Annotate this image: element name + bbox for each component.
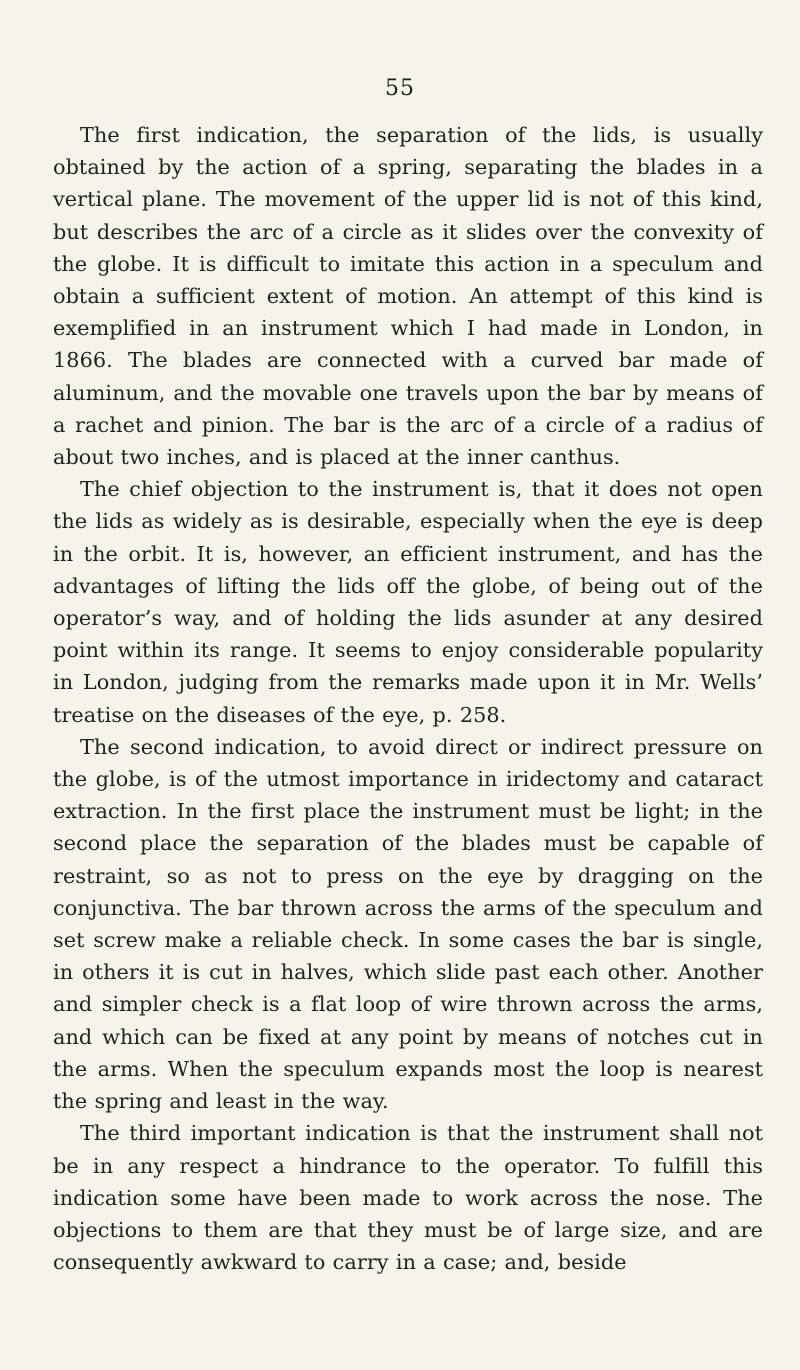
page-number: 55 [385, 76, 415, 101]
paragraph-third-indication: The third important indication is that the instrument shall not be in any respect a hindrance to the operator. To fulfill this indication some have been made to work across the nose. The objections to them are that they must be of large size, and are consequently awkward to carry in a case; and, beside [53, 1121, 763, 1275]
paragraph-chief-objection: The chief objection to the instrument is, that it does not open the lids as widely as is desirable, especially when the eye is deep in the orbit. It is, however, an efficient instrument, and has the advantages of lifting the lids off the globe, of being out of the operator’s way, and of holding the lids asunder at any desired point within its range. It seems to enjoy considerable popularity in London, judging from the remarks made upon it in Mr. Wells’ treatise on the diseases of the eye, p. 258. [53, 477, 763, 727]
paragraph-first-indication: The first indication, the separation of the lids, is usually obtained by the action of a spring, separating the blades in a vertical plane. The movement of the upper lid is not of this kind, but describes the arc of a circle as it slides over the convexity of the globe. It is difficult to imitate this action in a speculum and obtain a sufficient extent of motion. An attempt of this kind is exemplified in an instrument which I had made in London, in 1866. The blades are connected with a curved bar made of aluminum, and the movable one travels upon the bar by means of a rachet and pinion. The bar is the arc of a circle of a radius of about two inches, and is placed at the inner canthus. [53, 123, 763, 470]
body-text [53, 119, 763, 1278]
paragraph-second-indication: The second indication, to avoid direct or indirect pressure on the globe, is of the utmost importance in iridectomy and cataract extraction. In the first place the instrument must be light; in the second place the separation of the blades must be capable of restraint, so as not to press on the eye by dragging on the conjunctiva. The bar thrown across the arms of the speculum and set screw make a reliable check. In some cases the bar is single, in others it is cut in halves, which slide past each other. Another and simpler check is a flat loop of wire thrown across the arms, and which can be fixed at any point by means of notches cut in the arms. When the speculum expands most the loop is nearest the spring and least in the way. [53, 734, 763, 1114]
